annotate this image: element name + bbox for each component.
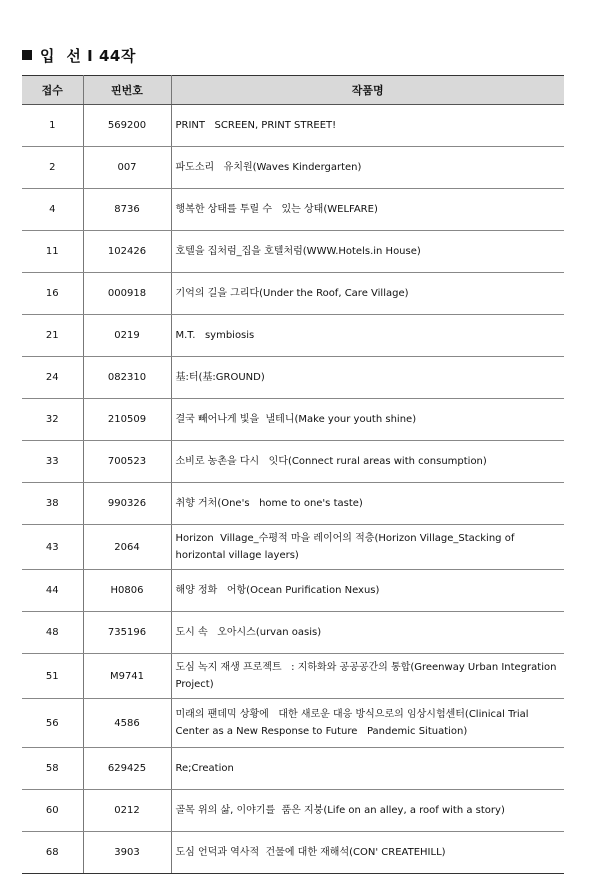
table-row: [22, 273, 564, 315]
entry-no-cell: 24: [22, 357, 83, 399]
table-row: [22, 189, 564, 231]
table-row: [22, 399, 564, 441]
pin-cell: 4586: [83, 699, 171, 748]
pin-cell: H0806: [83, 570, 171, 612]
entry-no-cell: 16: [22, 273, 83, 315]
section-heading: [22, 44, 136, 66]
entry-no-cell: 2: [22, 147, 83, 189]
results-table: [22, 75, 564, 874]
pin-cell: 000918: [83, 273, 171, 315]
pin-cell: 007: [83, 147, 171, 189]
table-row: [22, 654, 564, 699]
entry-no-cell: 4: [22, 189, 83, 231]
title-cell: Horizon Village_수평적 마을 레이어의 적층(Horizon Village_Stacking of horizontal village layers): [171, 525, 564, 570]
title-cell: 호텔을 집처럼_집을 호텔처럼(WWW.Hotels.in House): [171, 231, 564, 273]
table-row: [22, 612, 564, 654]
entry-no-cell: 1: [22, 105, 83, 147]
title-cell: 해양 정화 어항(Ocean Purification Nexus): [171, 570, 564, 612]
title-cell: 행복한 상태를 투릴 수 있는 상태(WELFARE): [171, 189, 564, 231]
entry-no-cell: 32: [22, 399, 83, 441]
pin-cell: 700523: [83, 441, 171, 483]
title-cell: PRINT SCREEN, PRINT STREET!: [171, 105, 564, 147]
table-row: [22, 832, 564, 874]
table-row: [22, 525, 564, 570]
entry-no-cell: 56: [22, 699, 83, 748]
pin-cell: 210509: [83, 399, 171, 441]
pin-cell: 2064: [83, 525, 171, 570]
title-cell: 도심 녹지 재생 프로젝트 : 지하화와 공공공간의 통합(Greenway Urban Integration Project): [171, 654, 564, 699]
pin-cell: 102426: [83, 231, 171, 273]
table-row: [22, 570, 564, 612]
entry-no-cell: 44: [22, 570, 83, 612]
title-cell: 골목 위의 삶, 이야기를 품은 지붕(Life on an alley, a roof with a story): [171, 790, 564, 832]
table-row: [22, 357, 564, 399]
pin-cell: 3903: [83, 832, 171, 874]
title-cell: 결국 빼어나게 빛을 낼테니(Make your youth shine): [171, 399, 564, 441]
entry-no-cell: 38: [22, 483, 83, 525]
column-header-pin: 핀번호: [83, 76, 171, 105]
pin-cell: 569200: [83, 105, 171, 147]
entry-no-cell: 68: [22, 832, 83, 874]
title-cell: 소비로 농촌을 다시 잇다(Connect rural areas with consumption): [171, 441, 564, 483]
title-cell: 미래의 팬데믹 상황에 대한 새로운 대응 방식으로의 임상시험센터(Clinical Trial Center as a New Response to Future Pandemic Situation): [171, 699, 564, 748]
entry-no-cell: 43: [22, 525, 83, 570]
square-bullet-icon: [22, 50, 32, 60]
title-cell: 파도소리 유치원(Waves Kindergarten): [171, 147, 564, 189]
entry-no-cell: 11: [22, 231, 83, 273]
pin-cell: 0212: [83, 790, 171, 832]
pin-cell: 990326: [83, 483, 171, 525]
entry-no-cell: 58: [22, 748, 83, 790]
title-cell: M.T. symbiosis: [171, 315, 564, 357]
title-cell: Re;Creation: [171, 748, 564, 790]
pin-cell: 735196: [83, 612, 171, 654]
title-cell: 도시 속 오아시스(urvan oasis): [171, 612, 564, 654]
pin-cell: 629425: [83, 748, 171, 790]
title-cell: 基:터(基:GROUND): [171, 357, 564, 399]
table-row: [22, 315, 564, 357]
table-header-row: [22, 76, 564, 105]
entry-no-cell: 48: [22, 612, 83, 654]
entry-no-cell: 60: [22, 790, 83, 832]
column-header-entry-no: 접수: [22, 76, 83, 105]
pin-cell: M9741: [83, 654, 171, 699]
table-row: [22, 147, 564, 189]
entry-no-cell: 51: [22, 654, 83, 699]
table-row: [22, 105, 564, 147]
title-cell: 취향 거처(One's home to one's taste): [171, 483, 564, 525]
entry-no-cell: 21: [22, 315, 83, 357]
column-header-title: 작품명: [171, 76, 564, 105]
table-row: [22, 441, 564, 483]
table-row: [22, 231, 564, 273]
table-row: [22, 699, 564, 748]
title-cell: 기억의 길을 그리다(Under the Roof, Care Village): [171, 273, 564, 315]
entry-no-cell: 33: [22, 441, 83, 483]
pin-cell: 8736: [83, 189, 171, 231]
title-cell: 도심 언덕과 역사적 건물에 대한 재해석(CON' CREATEHILL): [171, 832, 564, 874]
table-row: [22, 790, 564, 832]
table-row: [22, 748, 564, 790]
table-row: [22, 483, 564, 525]
section-title: 입 선 I 44작: [40, 46, 136, 65]
pin-cell: 082310: [83, 357, 171, 399]
pin-cell: 0219: [83, 315, 171, 357]
